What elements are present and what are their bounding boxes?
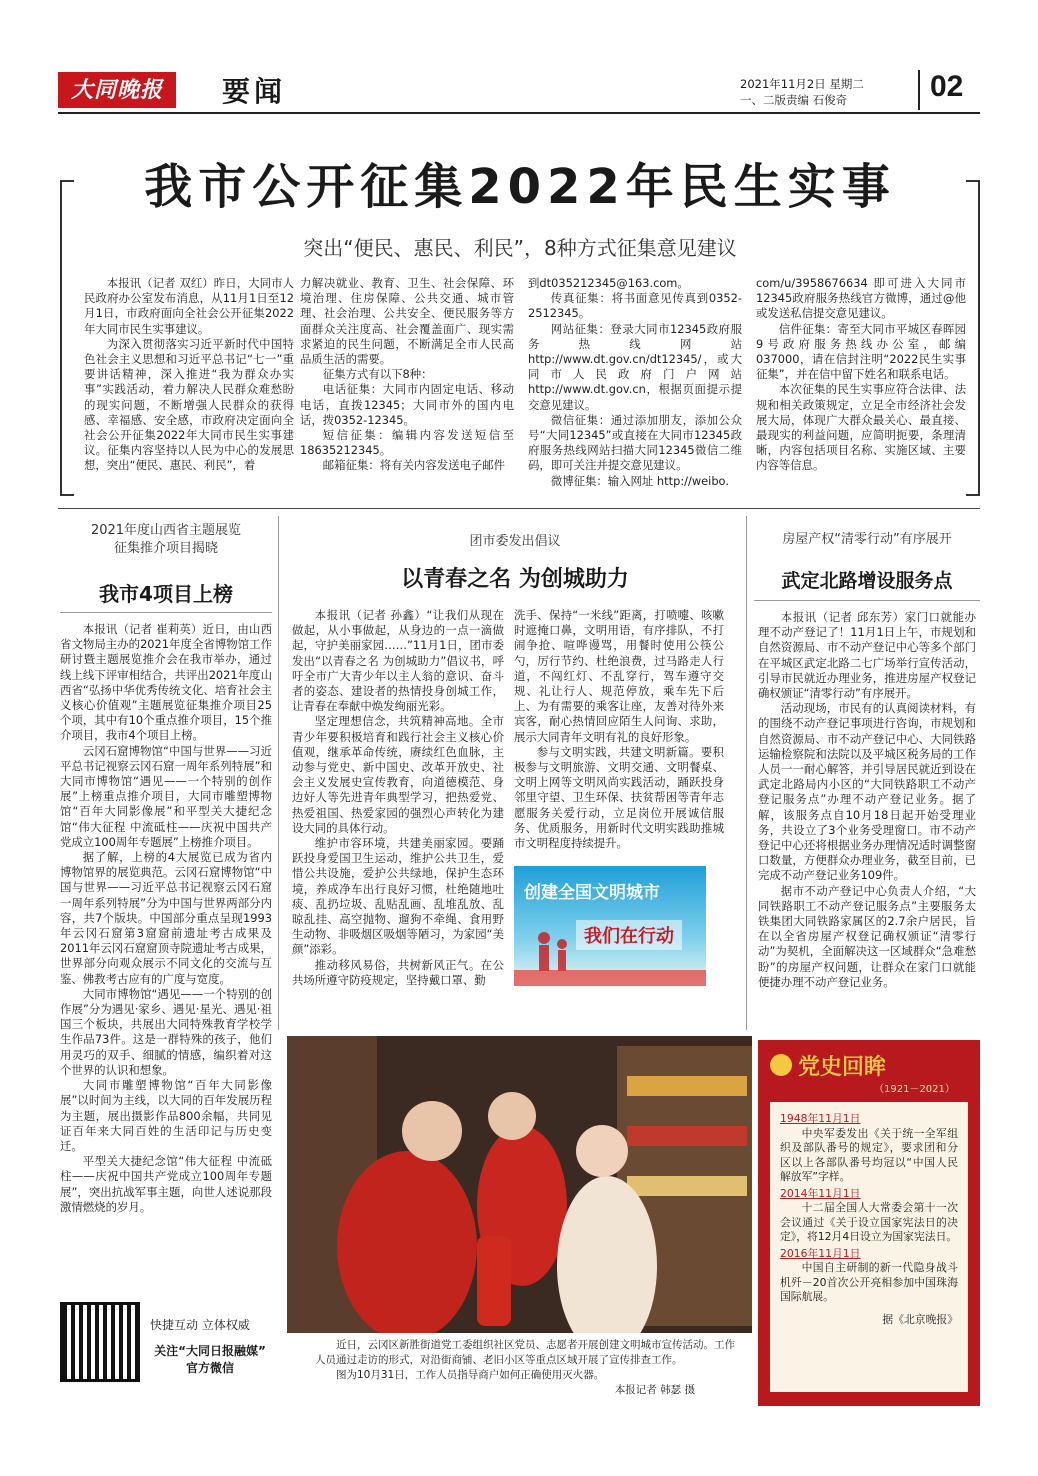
qr-slogan: 快捷互动 立体权威 xyxy=(150,1318,250,1332)
right-story-title: 武定北路增设服务点 xyxy=(781,570,953,592)
right-story-body xyxy=(758,610,976,990)
lead-headline: 我市公开征集2022年民生实事 xyxy=(90,148,950,217)
right-kicker: 房屋产权“清零行动”有序展开 xyxy=(782,532,952,547)
paragraph: 本报讯（记者 双红）昨日，大同市人民政府办公室发布消息，从11月1日至12月1日，市政府面向全社会公开征集2022年大同市民生实事建议。 xyxy=(84,276,294,336)
paragraph: 到dt035212345@163.com。 xyxy=(528,276,689,290)
paragraph: 信件征集：寄至大同市平城区春晖园9号政府服务热线办公室，邮编037000，请在信封注明“2022民生实事征集”，并在信中留下姓名和联系电话。 xyxy=(756,321,966,382)
paragraph: 坚定理想信念，共筑精神高地。全市青少年要积极培育和践行社会主义核心价值观，继承革命传统，赓续红色血脉，主动参与党史、新中国史、改革开放史、社会主义发展史宣传教育，向道德模范、身边好人等先进青年典型学习，把热爱党、热爱祖国、热爱家园的强烈心声转化为建设大同的具体行动。 xyxy=(292,714,504,835)
paragraph: 洗手、保持“一米线”距离，打喷嚏、咳嗽时遮掩口鼻，文明用语，有序排队，不打闹争抢、喧哗谩骂，用餐时使用公筷公勺，厉行节约、杜绝浪费，过马路走人行道，不闯红灯、不乱穿行，驾车遵守交规、礼让行人、规范停放，乘车先下后上、为有需要的乘客让座，友善对待外来宾客，耐心热情回应陌生人问询、求助，展示大同青年文明有礼的良好形象。 xyxy=(514,608,724,744)
issue-date: 2021年11月2日 星期二 xyxy=(740,77,864,91)
paragraph: 微信征集：通过添加朋友，添加公众号“大同12345”或直接在大同市12345政府服务热线网站扫描大同12345微信二维码，即可关注并提交意见建议。 xyxy=(528,412,742,473)
paragraph: 据市不动产登记中心负责人介绍，“大同铁路职工不动产登记服务点”主要服务太铁集团大同铁路家属区的2.7余户居民，旨在以全省房屋产权登记确权颁证“清零行动”为契机，全面解决这一区域群众“急难愁盼”的房屋产权问题，让群众在家门口就能便捷办理不动产登记业务。 xyxy=(758,883,976,989)
history-source: 据《北京晚报》 xyxy=(882,1312,958,1326)
banner-line-1: 创建全国文明城市 xyxy=(524,883,660,903)
photo-scene xyxy=(287,1036,752,1333)
left-story-title: 我市4项目上榜 xyxy=(99,582,233,606)
editors: 一、二版责编 石俊奇 xyxy=(740,93,848,107)
paragraph: 微博征集：输入网址 http://weibo. xyxy=(550,473,729,488)
qr-account-name: 关注“大同日报融媒” xyxy=(154,1344,266,1358)
paragraph: 参与文明实践，共建文明新篇。要积极参与文明旅游、文明交通、文明餐桌、文明上网等文明风尚实践活动，踊跃投身邻里守望、卫生环保、扶贫帮困等青年志愿服务关爱行动，立足岗位开展诚信服务、优质服务，用新时代文明实践助推城市文明程度持续提升。 xyxy=(514,744,724,851)
lead-column-1 xyxy=(84,276,294,474)
wechat-qr-code[interactable] xyxy=(60,1302,140,1382)
issue-info xyxy=(740,76,864,108)
photo-caption xyxy=(315,1338,735,1398)
paragraph: 电话征集：大同市内固定电话、移动电话，直拨12345；大同市外的国内电话，拨0352-12345。 xyxy=(300,382,514,427)
paragraph: 平型关大捷纪念馆“伟大征程 中流砥柱——庆祝中国共产党成立100周年专题展”，突出抗战军事主题，向世人述说那段激情燃烧的岁月。 xyxy=(60,1154,272,1214)
paragraph: com/u/3958676634 即可进入大同市12345政府服务热线官方微博，通过@他或发送私信提交意见建议。 xyxy=(756,276,966,321)
paragraph: 维护市容环境，共建美丽家园。要踊跃投身爱国卫生运动，维护公共卫生，爱惜公共设施，爱护公共绿地，保护生态环境，养成净车出行良好习惯，杜绝随地吐痰、乱扔垃圾、乱贴乱画、乱堆乱放、乱晾乱挂、高空抛物、遛狗不牵绳、食用野生动物、非吸烟区吸烟等陋习，为家园“美颜”添彩。 xyxy=(292,836,504,957)
mid-kicker: 团市委发出倡议 xyxy=(469,534,561,549)
paragraph: 网站征集：登录大同市12345政府服务热线网站 http://www.dt.gov.cn/dt12345/，或大同市人民政府门户网站 http://www.dt.gov.cn，根据页面提示提交意见建议。 xyxy=(528,321,742,412)
divider xyxy=(754,600,980,601)
party-history-title: 党史回眸 xyxy=(798,1055,887,1080)
paragraph: 云冈石窟博物馆“中国与世界——习近平总书记视察云冈石窟一周年系列特展”和大同市博物馆“遇见——一个特别的创作展”上榜重点推介项目，大同市雕塑博物馆“百年大同影像展”和平型关大捷纪念馆“伟大征程 中流砥柱——庆祝中国共产党成立100周年专题展”上榜推介项目。 xyxy=(60,743,272,849)
paragraph: 本报讯（记者 邱东芳）家门口就能办理不动产登记了！11月1日上午，市规划和自然资源局、市不动产登记中心等多个部门在平城区武定北路二七广场举行宣传活动，引导市民就近办理业务，推进房屋产权登记确权颁证“清零行动”有序展开。 xyxy=(758,610,976,701)
paragraph: 传真征集：将书面意见传真到0352-2512345。 xyxy=(528,291,742,321)
paragraph: 本报讯（记者 崔莉英）近日，由山西省文物局主办的2021年度全省博物馆工作研讨暨主题展览推介会在我市举办，通过线上线下评审相结合，共评出2021年度山西省“弘扬中华优秀传统文化、培育社会主义核心价值观”主题展览征集推介项目25个项，其中有10个重点推介项目，15个推介项目，我市4个项目上榜。 xyxy=(60,622,272,743)
kicker-line: 2021年度山西省主题展览 xyxy=(90,523,242,538)
paragraph: 征集方式有以下8种： xyxy=(322,367,433,382)
qr-account xyxy=(150,1342,270,1376)
lead-column-2 xyxy=(300,276,514,474)
lead-subhead: 突出“便民、惠民、利民”，8种方式征集意见建议 xyxy=(303,236,737,260)
kicker-line: 征集推介项目揭晓 xyxy=(113,541,218,556)
lead-column-3 xyxy=(528,276,742,489)
history-text: 中国自主研制的新一代隐身战斗机歼－20首次公开亮相参加中国珠海国际航展。 xyxy=(780,1261,958,1303)
lead-column-4 xyxy=(756,276,966,474)
party-emblem-icon xyxy=(770,1054,792,1076)
civilization-banner xyxy=(514,866,706,986)
paragraph: 力解决就业、教育、卫生、社会保障、环境治理、住房保障、公共交通、城市管理、社会治理、公共安全、便民服务等方面群众关注度高、社会覆盖面广、现实需求紧迫的民生问题，不断满足全市人民高品质生活的需要。 xyxy=(300,276,514,367)
news-photo xyxy=(287,1036,752,1333)
column-rule xyxy=(746,516,747,1030)
party-history-years: （1921－2021） xyxy=(874,1084,955,1095)
paragraph: 本次征集的民生实事应符合法律、法规和相关政策规定，立足全市经济社会发展大局，体现广大群众最关心、最直接、最现实的利益问题，应简明扼要，条理清晰，内容包括项目名称、实施区域、主要内容等信息。 xyxy=(756,382,966,473)
paragraph: 短信征集：编辑内容发送短信至18635212345。 xyxy=(300,428,514,458)
paragraph: 活动现场，市民有的认真阅读材料，有的围绕不动产登记事项进行咨询，市规划和自然资源局、市不动产登记中心、大同铁路运输检察院和法院以及平城区税务局的工作人员一一耐心解答，并引导居民就近到设在武定北路局内小区的“大同铁路职工不动产登记服务点”办理不动产登记业务。据了解，该服务点自10月18日起开始受理业务，共设立了3个业务受理窗口。市不动产登记中心还将根据业务办理情况适时调整窗口数量，方便群众办理业务，截至目前，已完成不动产登记业务109件。 xyxy=(758,701,976,883)
masthead-rule xyxy=(58,112,980,114)
headline-frame-left xyxy=(60,180,74,496)
headline-frame-right xyxy=(966,180,980,496)
family-silhouette-icon xyxy=(514,866,706,986)
history-text: 中央军委发出《关于统一全军组织及部队番号的规定》，要求团和分区以上各部队番号均冠以“中国人民解放军”字样。 xyxy=(780,1126,958,1183)
paragraph: 大同市博物馆“遇见——一个特别的创作展”分为遇见·家乡、遇见·星光、遇见·祖国三个板块，共展出大同特殊教育学校学生作品73件。这是一群特殊的孩子，他们用灵巧的双手、细腻的情感，编织着对这个世界的认识和想象。 xyxy=(60,986,272,1077)
party-history-list xyxy=(780,1112,958,1327)
paragraph: 本报讯（记者 孙鑫）“让我们从现在做起，从小事做起，从身边的一点一滴做起，守护美丽家园……”11月1日，团市委发出“以青春之名 为创城助力”倡议书，呼吁全市广大青少年以主人翁的意识、奋斗者的姿态、建设者的热情投身创城工作，让青春在奉献中焕发绚丽光彩。 xyxy=(292,608,504,714)
caption-text: 图为10月31日，工作人员指导商户如何正确使用灭火器。 xyxy=(336,1369,605,1381)
page-number: 02 xyxy=(930,70,964,103)
section-title: 要闻 xyxy=(222,75,287,108)
mid-story-column-a xyxy=(292,608,504,988)
divider xyxy=(60,612,272,613)
section-rule xyxy=(58,508,980,509)
masthead-divider xyxy=(918,70,920,110)
mid-story-title: 以青春之名 为创城助力 xyxy=(401,567,629,592)
history-date: 1948年11月1日 xyxy=(780,1112,861,1125)
paragraph: 大同市雕塑博物馆“百年大同影像展”以时间为主线，以大同的百年发展历程为主题，展出摄影作品800余幅，共同见证百年来大同百姓的生活印记与历史变迁。 xyxy=(60,1078,272,1153)
caption-text: 近日，云冈区新胜街道党工委组织社区党员、志愿者开展创建文明城市宣传活动。工作人员通过走访的形式，对沿街商铺、老旧小区等重点区域开展了宣传排查工作。 xyxy=(315,1339,735,1366)
banner-line-2: 我们在行动 xyxy=(576,920,682,950)
history-text: 十二届全国人大常委会第十一次会议通过《关于设立国家宪法日的决定》，将12月4日设立为国家宪法日。 xyxy=(780,1201,958,1243)
newspaper-logo: 大同晚报 xyxy=(58,72,176,108)
left-kicker xyxy=(60,522,272,558)
mid-story-column-b xyxy=(514,608,724,851)
paragraph: 据了解，上榜的4大展览已成为省内博物馆界的展览典范。云冈石窟博物馆“中国与世界——习近平总书记视察云冈石窟一周年系列特展”分为中国与世界两部分内容，共7个版块。中国部分重点呈现1993年云冈石窟第3窟窟前遗址考古成果及2011年云冈石窟窟顶寺院遗址考古成果，世界部分向观众展示不同文化的交流与互鉴、佛教考古应有的广度与宽度。 xyxy=(60,850,272,986)
paragraph: 为深入贯彻落实习近平新时代中国特色社会主义思想和习近平总书记“七一”重要讲话精神，深入推进“我为群众办实事”实践活动，着力解决人民群众难愁盼的现实问题，不断增强人民群众的获得感、幸福感、安全感，市政府决定面向全社会公开征集2022年大同市民生实事建议。征集内容坚持以人民为中心的发展思想，突出“便民、惠民、利民”，着 xyxy=(84,336,294,473)
column-rule xyxy=(278,516,279,1030)
history-date: 2014年11月1日 xyxy=(780,1186,861,1200)
paragraph: 推动移风易俗，共树新风正气。在公共场所遵守防疫规定，坚持戴口罩、勤 xyxy=(292,957,504,987)
history-date: 2016年11月1日 xyxy=(780,1246,861,1260)
qr-account-type: 官方微信 xyxy=(185,1361,234,1375)
left-story-body xyxy=(60,622,272,1215)
photo-credit: 本报记者 韩瑟 摄 xyxy=(614,1384,695,1396)
paragraph: 邮箱征集：将有关内容发送电子邮件 xyxy=(322,458,506,473)
